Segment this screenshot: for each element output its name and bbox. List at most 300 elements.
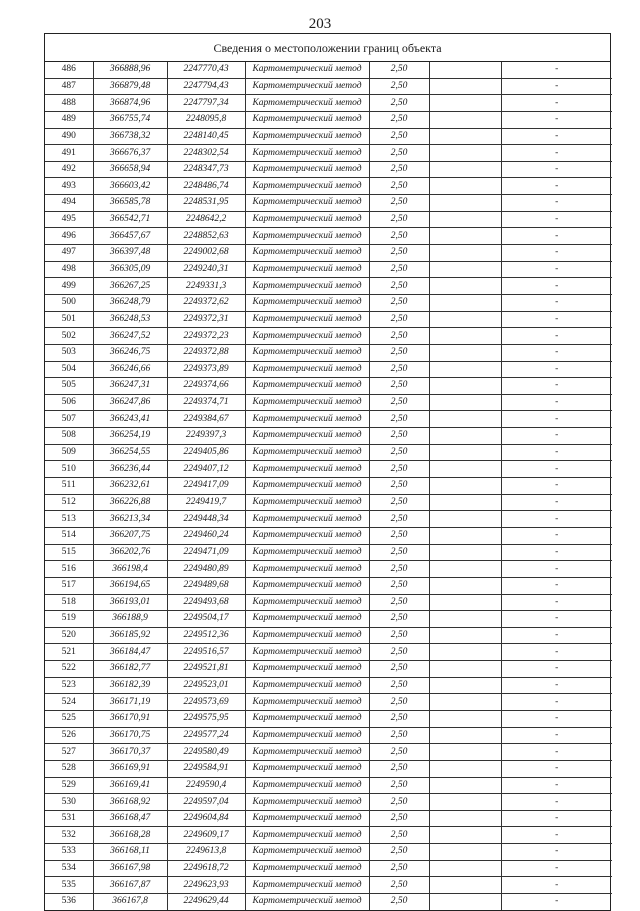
- note-dash-cell: -: [501, 627, 612, 644]
- empty-cell-cell: [429, 428, 501, 445]
- accuracy-cell: 2,50: [369, 228, 429, 245]
- point-number-cell: 536: [45, 894, 93, 910]
- table-row: [45, 694, 612, 711]
- accuracy-cell: 2,50: [369, 860, 429, 877]
- point-number-cell: 499: [45, 278, 93, 295]
- coord-y-cell: 2249573,69: [167, 694, 245, 711]
- coord-y-cell: 2249372,23: [167, 328, 245, 345]
- accuracy-cell: 2,50: [369, 777, 429, 794]
- coord-x-cell: 366167,87: [93, 877, 167, 894]
- table-row: [45, 394, 612, 411]
- coord-x-cell: 366167,98: [93, 860, 167, 877]
- table-row: [45, 361, 612, 378]
- table-row: [45, 710, 612, 727]
- point-number-cell: 526: [45, 727, 93, 744]
- table-row: [45, 411, 612, 428]
- point-number-cell: 527: [45, 744, 93, 761]
- method-cell: Картометрический метод: [245, 760, 369, 777]
- note-dash-cell: -: [501, 611, 612, 628]
- coord-x-cell: 366738,32: [93, 128, 167, 145]
- accuracy-cell: 2,50: [369, 710, 429, 727]
- note-dash-cell: -: [555, 896, 559, 907]
- table-row: [45, 145, 612, 162]
- point-number-cell: 524: [45, 694, 93, 711]
- method-cell: Картометрический метод: [245, 111, 369, 128]
- point-number-cell: 501: [45, 311, 93, 328]
- point-number-cell: 505: [45, 378, 93, 395]
- method-cell: Картометрический метод: [245, 245, 369, 262]
- empty-cell-cell: [429, 760, 501, 777]
- method-cell: Картометрический метод: [245, 294, 369, 311]
- method-cell: Картометрический метод: [245, 411, 369, 428]
- table-row: [45, 827, 612, 844]
- note-dash-cell: -: [501, 311, 612, 328]
- accuracy-cell: 2,50: [369, 594, 429, 611]
- coord-x-cell: 366267,25: [93, 278, 167, 295]
- method-cell: Картометрический метод: [245, 827, 369, 844]
- accuracy-cell: 2,50: [369, 245, 429, 262]
- coord-x-cell: 366182,39: [93, 677, 167, 694]
- note-dash-cell: -: [501, 178, 612, 195]
- accuracy-cell: 2,50: [369, 378, 429, 395]
- note-dash-cell: -: [501, 810, 612, 827]
- point-number-cell: 532: [45, 827, 93, 844]
- empty-cell-cell: [429, 577, 501, 594]
- method-cell: Картометрический метод: [245, 378, 369, 395]
- coord-x-cell: 366226,88: [93, 494, 167, 511]
- accuracy-cell: 2,50: [369, 527, 429, 544]
- point-number-cell: 517: [45, 577, 93, 594]
- accuracy-cell: 2,50: [369, 877, 429, 894]
- accuracy-cell: 2,50: [369, 461, 429, 478]
- empty-cell-cell: [429, 627, 501, 644]
- accuracy-cell: 2,50: [369, 727, 429, 744]
- note-dash-cell: -: [501, 527, 612, 544]
- point-number-cell: 500: [45, 294, 93, 311]
- method-cell: Картометрический метод: [245, 461, 369, 478]
- coord-y-cell: 2248642,2: [167, 211, 245, 228]
- method-cell: Картометрический метод: [245, 211, 369, 228]
- table-row: [45, 428, 612, 445]
- coord-y-cell: 2249523,01: [167, 677, 245, 694]
- coord-y-cell: 2249504,17: [167, 611, 245, 628]
- coord-y-cell: 2248852,63: [167, 228, 245, 245]
- note-dash-cell: -: [501, 62, 612, 78]
- empty-cell-cell: [429, 827, 501, 844]
- empty-cell-cell: [429, 810, 501, 827]
- method-cell: Картометрический метод: [245, 311, 369, 328]
- accuracy-cell: 2,50: [369, 494, 429, 511]
- note-dash-cell: -: [501, 661, 612, 678]
- method-cell: Картометрический метод: [245, 394, 369, 411]
- coord-y-cell: 2249331,3: [167, 278, 245, 295]
- method-cell: Картометрический метод: [245, 78, 369, 95]
- table-row: [45, 62, 612, 78]
- note-dash-cell: -: [501, 245, 612, 262]
- point-number-cell: 529: [45, 777, 93, 794]
- coord-y-cell: 2249419,7: [167, 494, 245, 511]
- method-cell: Картометрический метод: [245, 744, 369, 761]
- empty-cell-cell: [429, 777, 501, 794]
- empty-cell-cell: [429, 95, 501, 112]
- coord-x-cell: 366585,78: [93, 195, 167, 212]
- accuracy-cell: 2,50: [369, 444, 429, 461]
- accuracy-cell: 2,50: [369, 311, 429, 328]
- coord-x-cell: 366246,75: [93, 344, 167, 361]
- coord-x-cell: 366755,74: [93, 111, 167, 128]
- point-number-cell: 528: [45, 760, 93, 777]
- method-cell: Картометрический метод: [245, 594, 369, 611]
- empty-cell-cell: [429, 245, 501, 262]
- empty-cell-cell: [429, 62, 501, 78]
- coord-y-cell: 2248347,73: [167, 161, 245, 178]
- coordinates-sheet: [44, 33, 611, 911]
- page-number: 203: [308, 16, 332, 32]
- coord-x-cell: 366193,01: [93, 594, 167, 611]
- accuracy-cell: 2,50: [369, 478, 429, 495]
- coord-y-cell: 2249604,84: [167, 810, 245, 827]
- method-cell: Картометрический метод: [245, 195, 369, 212]
- method-cell: Картометрический метод: [245, 844, 369, 861]
- point-number-cell: 510: [45, 461, 93, 478]
- note-dash-cell: -: [501, 710, 612, 727]
- coord-y-cell: 2249240,31: [167, 261, 245, 278]
- point-number-cell: 518: [45, 594, 93, 611]
- point-number-cell: 498: [45, 261, 93, 278]
- empty-cell-cell: [429, 344, 501, 361]
- coord-x-cell: 366171,19: [93, 694, 167, 711]
- method-cell: Картометрический метод: [245, 710, 369, 727]
- empty-cell-cell: [429, 894, 501, 910]
- note-dash-cell: -: [501, 844, 612, 861]
- coord-y-cell: 2249480,89: [167, 561, 245, 578]
- note-dash-cell: -: [501, 444, 612, 461]
- coord-x-cell: 366184,47: [93, 644, 167, 661]
- point-number-cell: 506: [45, 394, 93, 411]
- coord-x-cell: 366247,31: [93, 378, 167, 395]
- note-dash-cell: -: [501, 95, 612, 112]
- method-cell: Картометрический метод: [245, 777, 369, 794]
- method-cell: Картометрический метод: [245, 694, 369, 711]
- note-dash-cell: -: [501, 594, 612, 611]
- empty-cell-cell: [429, 511, 501, 528]
- table-row: [45, 294, 612, 311]
- accuracy-cell: 2,50: [369, 195, 429, 212]
- coord-x-cell: 366874,96: [93, 95, 167, 112]
- coord-x-cell: 366198,4: [93, 561, 167, 578]
- method-cell: Картометрический метод: [245, 261, 369, 278]
- accuracy-cell: 2,50: [369, 894, 429, 910]
- method-cell: Картометрический метод: [245, 95, 369, 112]
- table-row: [45, 511, 612, 528]
- method-cell: Картометрический метод: [245, 328, 369, 345]
- point-number-cell: 514: [45, 527, 93, 544]
- table-row: [45, 561, 612, 578]
- note-dash-cell: -: [501, 827, 612, 844]
- method-cell: Картометрический метод: [245, 810, 369, 827]
- note-dash-cell: -: [501, 128, 612, 145]
- accuracy-cell: 2,50: [369, 178, 429, 195]
- table-row: [45, 245, 612, 262]
- empty-cell-cell: [429, 394, 501, 411]
- accuracy-cell: 2,50: [369, 95, 429, 112]
- coord-x-cell: 366247,52: [93, 328, 167, 345]
- coord-y-cell: 2249374,66: [167, 378, 245, 395]
- coord-y-cell: 2248302,54: [167, 145, 245, 162]
- table-row: [45, 810, 612, 827]
- note-dash-cell: -: [501, 694, 612, 711]
- empty-cell-cell: [429, 527, 501, 544]
- table-row: [45, 627, 612, 644]
- note-dash-cell: -: [501, 361, 612, 378]
- method-cell: Картометрический метод: [245, 511, 369, 528]
- method-cell: Картометрический метод: [245, 161, 369, 178]
- note-dash-cell: -: [501, 544, 612, 561]
- accuracy-cell: 2,50: [369, 794, 429, 811]
- accuracy-cell: 2,50: [369, 294, 429, 311]
- point-number-cell: 522: [45, 661, 93, 678]
- note-dash-cell: -: [501, 145, 612, 162]
- accuracy-cell: 2,50: [369, 744, 429, 761]
- table-row: [45, 527, 612, 544]
- coord-y-cell: 2249374,71: [167, 394, 245, 411]
- empty-cell-cell: [429, 261, 501, 278]
- method-cell: Картометрический метод: [245, 577, 369, 594]
- point-number-cell: 488: [45, 95, 93, 112]
- coordinates-table-body: [45, 62, 612, 910]
- note-dash-cell: -: [501, 777, 612, 794]
- table-row: [45, 661, 612, 678]
- method-cell: Картометрический метод: [245, 444, 369, 461]
- empty-cell-cell: [429, 278, 501, 295]
- table-row: [45, 611, 612, 628]
- coord-x-cell: 366248,79: [93, 294, 167, 311]
- table-row: [45, 478, 612, 495]
- point-number-cell: 523: [45, 677, 93, 694]
- coord-x-cell: 366542,71: [93, 211, 167, 228]
- table-row: [45, 78, 612, 95]
- table-row: [45, 228, 612, 245]
- accuracy-cell: 2,50: [369, 78, 429, 95]
- accuracy-cell: 2,50: [369, 394, 429, 411]
- table-row: [45, 777, 612, 794]
- method-cell: Картометрический метод: [245, 145, 369, 162]
- coord-y-cell: 2249629,44: [167, 894, 245, 910]
- coord-y-cell: 2249609,17: [167, 827, 245, 844]
- point-number-cell: 496: [45, 228, 93, 245]
- point-number-cell: 508: [45, 428, 93, 445]
- method-cell: Картометрический метод: [245, 727, 369, 744]
- accuracy-cell: 2,50: [369, 111, 429, 128]
- empty-cell-cell: [429, 361, 501, 378]
- sheet-title: Сведения о местоположении границ объекта: [45, 34, 610, 62]
- note-dash-cell: -: [501, 195, 612, 212]
- accuracy-cell: 2,50: [369, 161, 429, 178]
- accuracy-cell: 2,50: [369, 145, 429, 162]
- empty-cell-cell: [429, 744, 501, 761]
- accuracy-cell: 2,50: [369, 344, 429, 361]
- empty-cell-cell: [429, 328, 501, 345]
- method-cell: Картометрический метод: [245, 128, 369, 145]
- note-dash-cell: -: [501, 394, 612, 411]
- coord-x-cell: 366243,41: [93, 411, 167, 428]
- point-number-cell: 491: [45, 145, 93, 162]
- point-number-cell: 504: [45, 361, 93, 378]
- empty-cell-cell: [429, 444, 501, 461]
- coord-y-cell: 2249493,68: [167, 594, 245, 611]
- coord-y-cell: 2249489,68: [167, 577, 245, 594]
- empty-cell-cell: [429, 844, 501, 861]
- empty-cell-cell: [429, 78, 501, 95]
- note-dash-cell: -: [501, 877, 612, 894]
- empty-cell-cell: [429, 294, 501, 311]
- coord-y-cell: 2249613,8: [167, 844, 245, 861]
- table-row: [45, 311, 612, 328]
- note-dash-cell: -: [501, 744, 612, 761]
- point-number-cell: 495: [45, 211, 93, 228]
- coord-x-cell: 366169,91: [93, 760, 167, 777]
- accuracy-cell: 2,50: [369, 827, 429, 844]
- note-dash-cell: -: [501, 760, 612, 777]
- empty-cell-cell: [429, 494, 501, 511]
- coord-y-cell: 2247794,43: [167, 78, 245, 95]
- accuracy-cell: 2,50: [369, 661, 429, 678]
- method-cell: Картометрический метод: [245, 62, 369, 78]
- note-dash-cell: -: [501, 644, 612, 661]
- point-number-cell: 525: [45, 710, 93, 727]
- coord-x-cell: 366194,65: [93, 577, 167, 594]
- coord-x-cell: 366248,53: [93, 311, 167, 328]
- empty-cell-cell: [429, 860, 501, 877]
- point-number-cell: 509: [45, 444, 93, 461]
- method-cell: Картометрический метод: [245, 544, 369, 561]
- method-cell: Картометрический метод: [245, 527, 369, 544]
- empty-cell-cell: [429, 727, 501, 744]
- coord-y-cell: 2248140,45: [167, 128, 245, 145]
- table-row: [45, 95, 612, 112]
- note-dash-cell: -: [501, 294, 612, 311]
- table-row: [45, 877, 612, 894]
- point-number-cell: 513: [45, 511, 93, 528]
- coord-y-cell: 2248095,8: [167, 111, 245, 128]
- coord-x-cell: 366213,34: [93, 511, 167, 528]
- table-row: [45, 544, 612, 561]
- empty-cell-cell: [429, 478, 501, 495]
- method-cell: Картометрический метод: [245, 178, 369, 195]
- coord-x-cell: 366247,86: [93, 394, 167, 411]
- point-number-cell: 507: [45, 411, 93, 428]
- coord-x-cell: 366182,77: [93, 661, 167, 678]
- note-dash-cell: -: [501, 328, 612, 345]
- accuracy-cell: 2,50: [369, 278, 429, 295]
- coord-y-cell: 2249521,81: [167, 661, 245, 678]
- table-row: [45, 178, 612, 195]
- coord-y-cell: 2249002,68: [167, 245, 245, 262]
- coord-x-cell: 366168,28: [93, 827, 167, 844]
- table-row: [45, 594, 612, 611]
- coord-x-cell: 366168,11: [93, 844, 167, 861]
- coord-y-cell: 2249407,12: [167, 461, 245, 478]
- point-number-cell: 519: [45, 611, 93, 628]
- coord-x-cell: 366658,94: [93, 161, 167, 178]
- note-dash-cell: -: [501, 677, 612, 694]
- empty-cell-cell: [429, 161, 501, 178]
- empty-cell-cell: [429, 594, 501, 611]
- coord-y-cell: 2247770,43: [167, 62, 245, 78]
- coord-x-cell: 366254,19: [93, 428, 167, 445]
- accuracy-cell: 2,50: [369, 844, 429, 861]
- table-row: [45, 328, 612, 345]
- note-dash-cell: -: [501, 161, 612, 178]
- point-number-cell: 512: [45, 494, 93, 511]
- coord-x-cell: 366888,96: [93, 62, 167, 78]
- table-row: [45, 278, 612, 295]
- note-dash-cell: -: [501, 494, 612, 511]
- table-row: [45, 444, 612, 461]
- point-number-cell: 531: [45, 810, 93, 827]
- empty-cell-cell: [429, 211, 501, 228]
- coord-x-cell: 366168,92: [93, 794, 167, 811]
- point-number-cell: 520: [45, 627, 93, 644]
- coord-y-cell: 2247797,34: [167, 95, 245, 112]
- coord-y-cell: 2249372,88: [167, 344, 245, 361]
- table-row: [45, 195, 612, 212]
- note-dash-cell: -: [501, 211, 612, 228]
- point-number-cell: 534: [45, 860, 93, 877]
- table-row: [45, 261, 612, 278]
- coord-y-cell: 2249384,67: [167, 411, 245, 428]
- empty-cell-cell: [429, 877, 501, 894]
- method-cell: Картометрический метод: [245, 877, 369, 894]
- coord-x-cell: 366676,37: [93, 145, 167, 162]
- table-row: [45, 644, 612, 661]
- note-dash-cell: -: [501, 278, 612, 295]
- empty-cell-cell: [429, 694, 501, 711]
- accuracy-cell: 2,50: [369, 577, 429, 594]
- method-cell: Картометрический метод: [245, 478, 369, 495]
- note-dash-cell: -: [501, 78, 612, 95]
- note-dash-cell: -: [501, 228, 612, 245]
- coord-x-cell: 366305,09: [93, 261, 167, 278]
- note-dash-cell: -: [501, 727, 612, 744]
- method-cell: Картометрический метод: [245, 627, 369, 644]
- coord-y-cell: 2249471,09: [167, 544, 245, 561]
- note-dash-cell: -: [501, 428, 612, 445]
- coord-x-cell: 366246,66: [93, 361, 167, 378]
- note-dash-cell: -: [501, 378, 612, 395]
- coord-y-cell: 2249597,04: [167, 794, 245, 811]
- accuracy-cell: 2,50: [369, 561, 429, 578]
- table-row: [45, 760, 612, 777]
- coord-x-cell: 366185,92: [93, 627, 167, 644]
- accuracy-cell: 2,50: [369, 361, 429, 378]
- coord-y-cell: 2249590,4: [167, 777, 245, 794]
- coord-y-cell: 2249405,86: [167, 444, 245, 461]
- point-number-cell: 489: [45, 111, 93, 128]
- empty-cell-cell: [429, 644, 501, 661]
- note-dash-cell: -: [501, 411, 612, 428]
- method-cell: Картометрический метод: [245, 677, 369, 694]
- coord-y-cell: 2249512,36: [167, 627, 245, 644]
- coord-x-cell: 366170,75: [93, 727, 167, 744]
- coord-y-cell: 2249373,89: [167, 361, 245, 378]
- coord-x-cell: 366397,48: [93, 245, 167, 262]
- accuracy-cell: 2,50: [369, 544, 429, 561]
- accuracy-cell: 2,50: [369, 760, 429, 777]
- empty-cell-cell: [429, 710, 501, 727]
- accuracy-cell: 2,50: [369, 328, 429, 345]
- table-row: [45, 128, 612, 145]
